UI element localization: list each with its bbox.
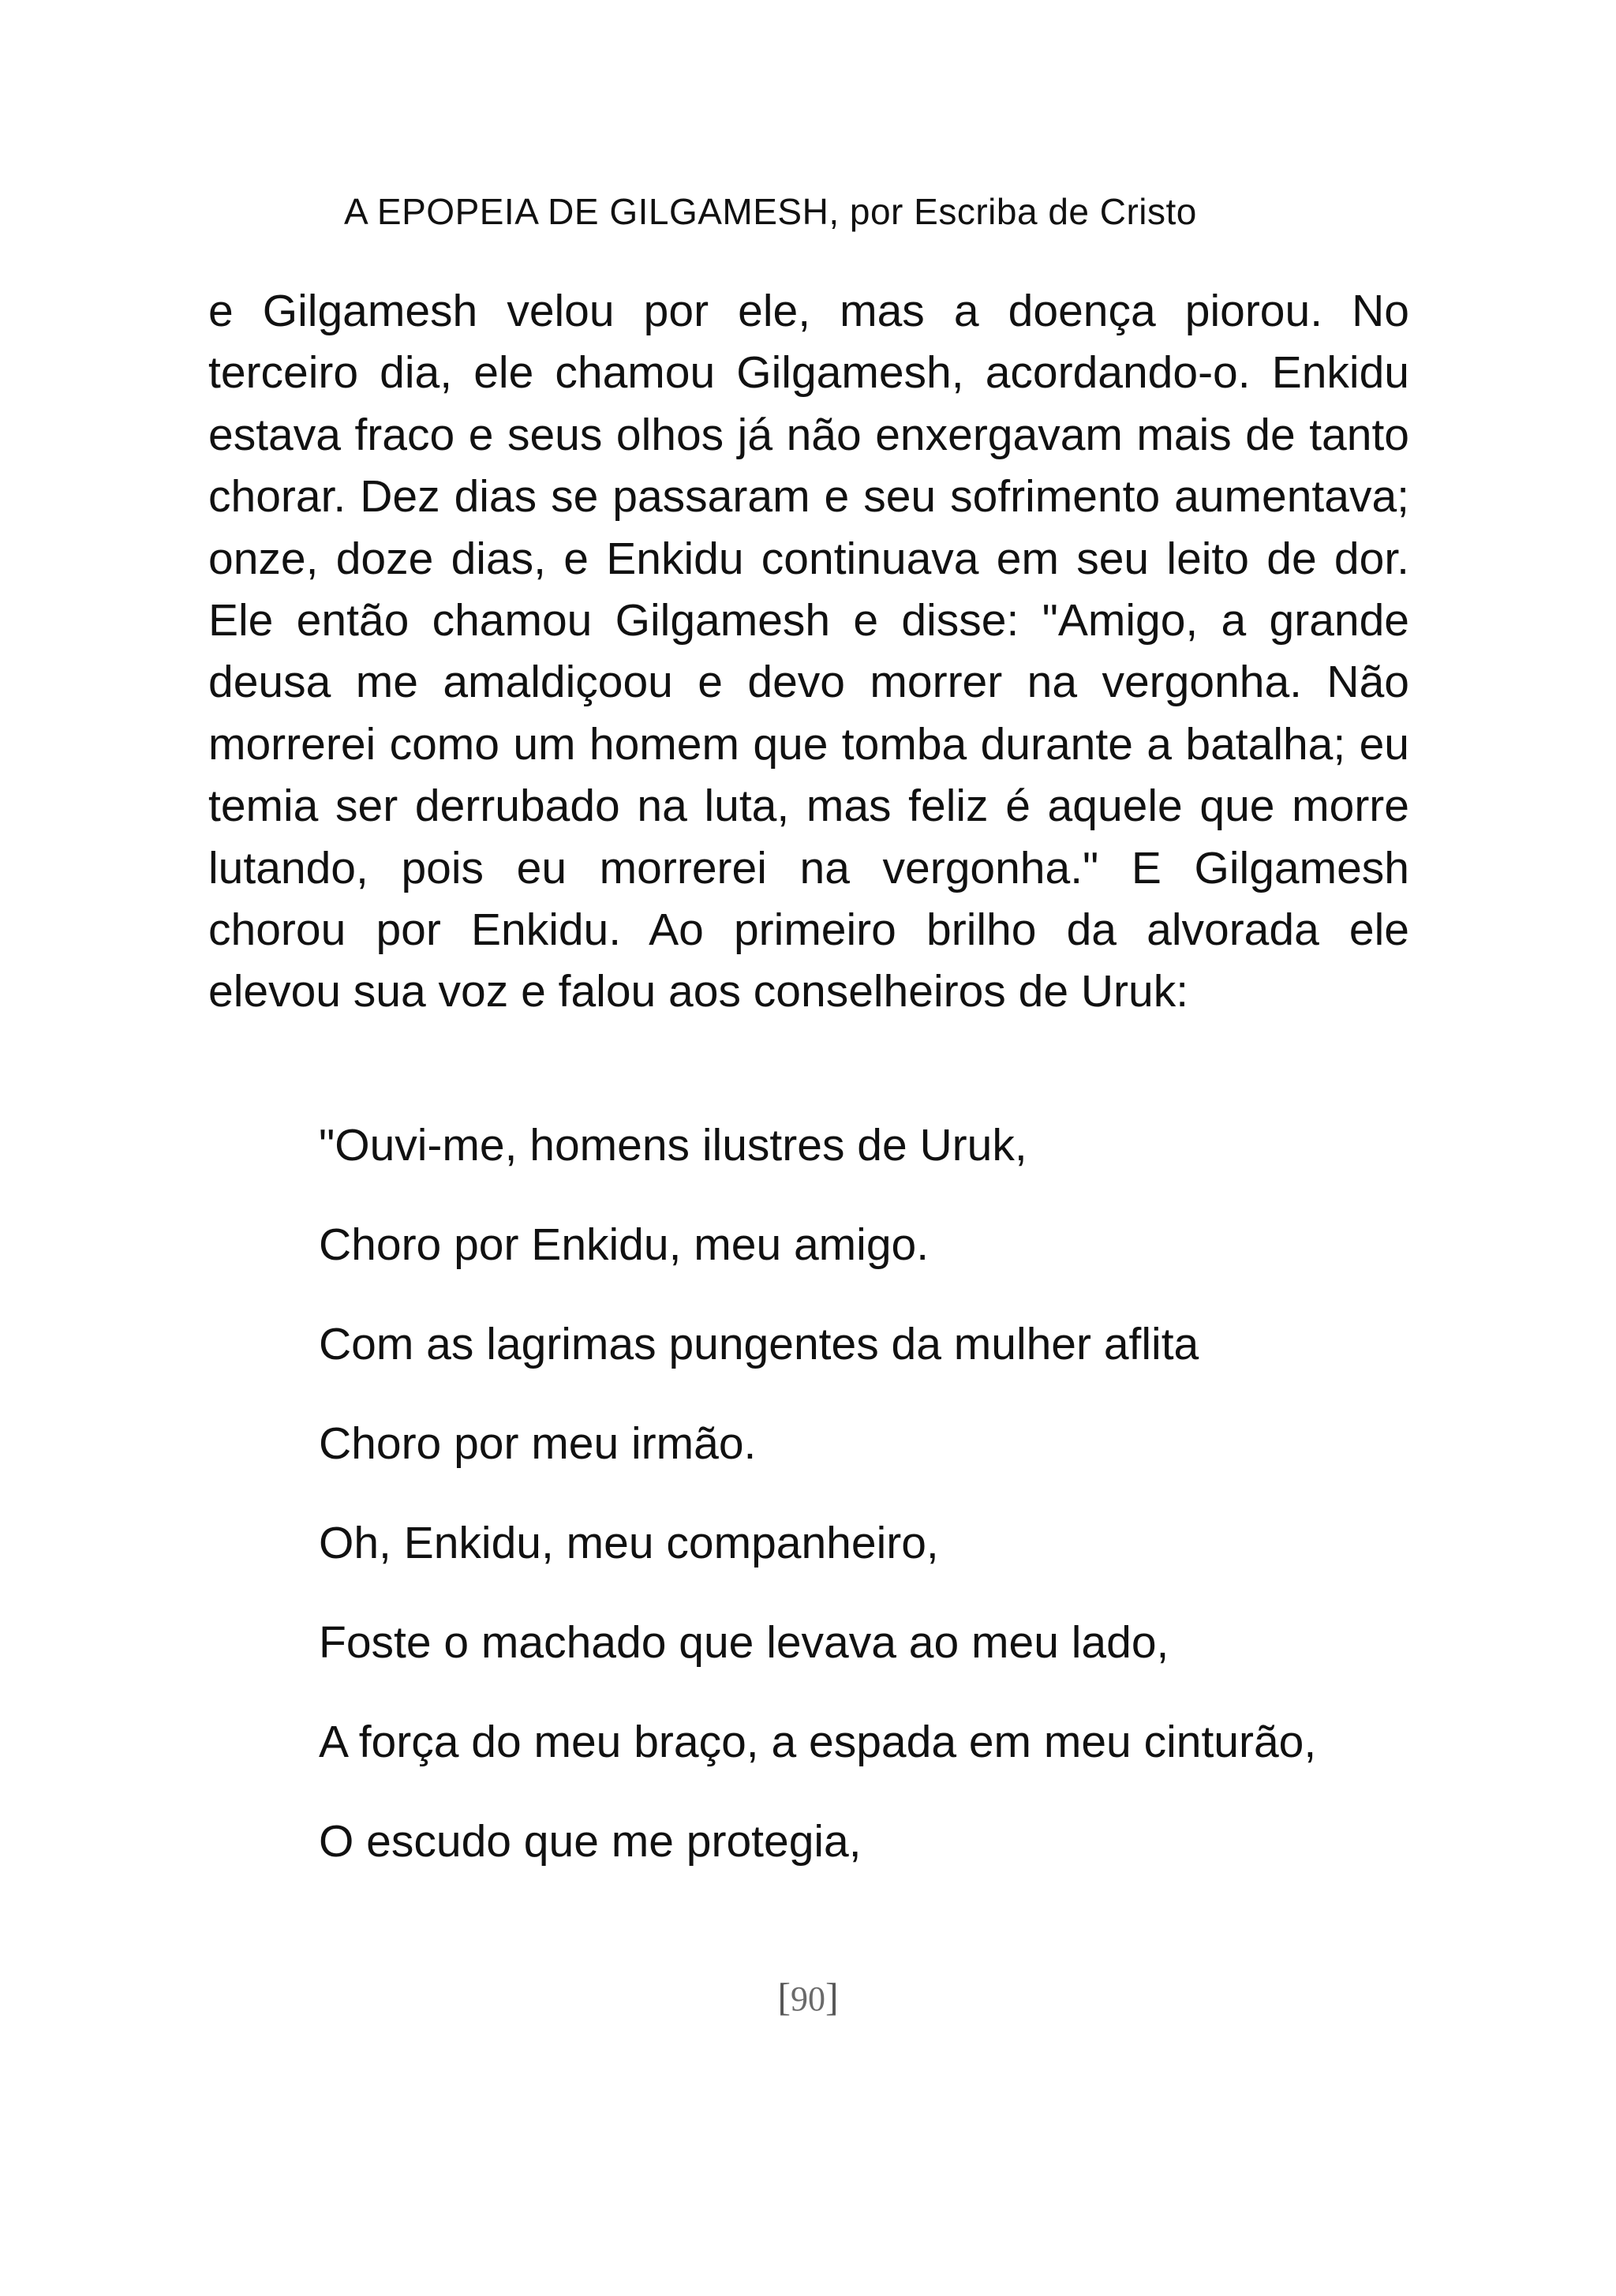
verse-line: Foste o machado que levava ao meu lado,	[319, 1617, 1169, 1668]
verse-line: Oh, Enkidu, meu companheiro,	[319, 1518, 939, 1568]
running-header: A EPOPEIA DE GILGAMESH, por Escriba de Cristo	[344, 191, 1197, 232]
page-number-bracket-close: ]	[825, 1975, 839, 2019]
verse-line: Choro por Enkidu, meu amigo.	[319, 1219, 930, 1270]
verse-line: O escudo que me protegia,	[319, 1816, 862, 1867]
verse-line: A força do meu braço, a espada em meu cinturão,	[319, 1717, 1317, 1767]
verse-line: Com as lagrimas pungentes da mulher aflita	[319, 1319, 1199, 1369]
verse-list	[319, 1114, 1423, 1910]
page-number-value: 90	[791, 1980, 825, 2018]
verse-line: Choro por meu irmão.	[319, 1418, 757, 1469]
verse-line: "Ouvi-me, homens ilustres de Uruk,	[319, 1120, 1027, 1170]
page-number-bracket-open: [	[777, 1975, 791, 2019]
page-number	[0, 1973, 1616, 2023]
body-paragraph: e Gilgamesh velou por ele, mas a doença piorou. No terceiro dia, ele chamou Gilgamesh, acordando-o. Enkidu estava fraco e seus olhos já não enxergavam mais de tanto chorar. Dez dias se passaram e seu sofrimento aumentava; onze, doze dias, e Enkidu continuava em seu leito de dor. Ele então chamou Gilgamesh e disse: "Amigo, a grande deusa me amaldiçoou e devo morrer na vergonha. Não morrerei como um homem que tomba durante a batalha; eu temia ser derrubado na luta, mas feliz é aquele que morre lutando, pois eu morrerei na vergonha." E Gilgamesh chorou por Enkidu. Ao primeiro brilho da alvorada ele elevou sua voz e falou aos conselheiros de Uruk:	[208, 286, 1409, 1017]
